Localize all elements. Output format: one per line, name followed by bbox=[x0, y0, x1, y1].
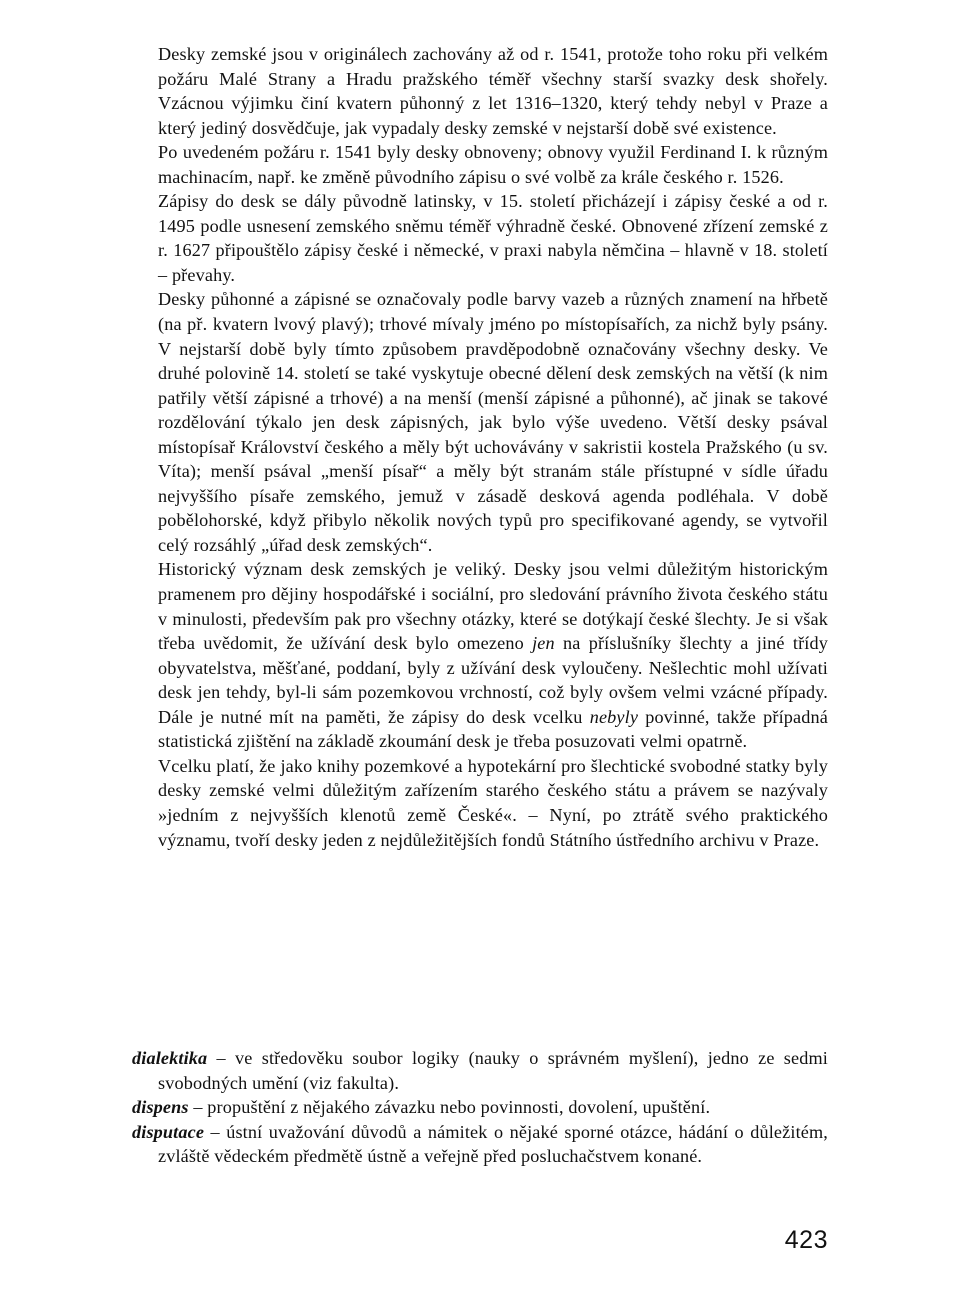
entry-definition: – ústní uvažování důvodů a námitek o nějaké sporné otázce, hádání o důležitém, zvláště vědeckém předmětě ústně a veřejně před posluchačstvem konané. bbox=[158, 1121, 828, 1167]
main-text bbox=[158, 42, 828, 852]
page-number: 423 bbox=[784, 1226, 828, 1254]
emphasis-jen: jen bbox=[532, 633, 555, 654]
paragraph-5-part-3: povinné, takže případná statistická zjištění na základě zkoumání desk je třeba posuzovati velmi opatrně. bbox=[158, 706, 828, 752]
paragraph-5 bbox=[158, 557, 828, 753]
paragraph-3: Zápisy do desk se dály původně latinsky, v 15. století přicházejí i zápisy české a od r. 1495 podle usnesení zemského sněmu téměř výhradně české. Obnovené zřízení zemské z r. 1627 připouštělo zápisy české i německé, v praxi nabyla němčina – hlavně v 18. století – převahy. bbox=[158, 191, 828, 285]
entry-definition: – propuštění z nějakého závazku nebo povinnosti, dovolení, upuštění. bbox=[188, 1097, 711, 1118]
paragraph-5-part-2: na příslušníky šlechty a jiné třídy obyvatelstva, měšťané, poddaní, byly z užívání desk vyloučeny. Nešlechtic mohl užívati desk jen tehdy, byl-li sám pozemkovou vrchností, což byly ovšem velmi vzácné případy. Dále je nutné mít na paměti, že zápisy do desk vcelku bbox=[158, 633, 828, 727]
entry-definition: – ve středověku soubor logiky (nauky o správném myšlení), jedno ze sedmi svobodných umění (viz fakulta). bbox=[158, 1048, 828, 1093]
entry-term: dispens bbox=[132, 1097, 189, 1118]
entry-disputace bbox=[132, 1120, 828, 1169]
emphasis-nebyly: nebyly bbox=[589, 706, 639, 727]
paragraph-6: Vcelku platí, že jako knihy pozemkové a hypotekární pro šlechtické svobodné statky byly desky zemské velmi důležitým zařízením starého českého státu a právem se nazývaly »jedním z nejvyšších klenotů země České«. – Nyní, po ztrátě svého praktického významu, tvoří desky jeden z nejdůležitějších fondů Státního ústředního archivu v Praze. bbox=[158, 755, 828, 850]
entry-dispens bbox=[132, 1095, 828, 1120]
paragraph-5-part-1: Historický význam desk zemských je veliký. Desky jsou velmi důležitým historickým pramenem pro dějiny hospodářské i sociální, pro sledování právního života českého státu v minulosti, především pak pro všechny otázky, které se dotýkají české šlechty. Je si však třeba uvědomit, že užívání desk bylo omezeno bbox=[158, 559, 828, 654]
paragraph-4: Desky půhonné a zápisné se označovaly podle barvy vazeb a různých znamení na hřbetě (na př. kvatern lvový plavý); trhové mívaly jméno po místopísařích, za nichž byly psány. V nejstarší době byly tímto způsobem pravděpodobně označovány všechny desky. Ve druhé polovině 14. století se také vyskytuje obecné dělení desk zemských na větší (k nim patřily větší zápisné a trhové) a na menší (menší zápisné a půhonné), ač jinak se takové rozdělování týkalo jen desk zápisných, jak bylo výše uvedeno. Větší desky psával místopísař Království českého a měly být uchovávány v sakristii kostela Pražského (u sv. Víta); menší psával „menší písař“ a měly být stranám stále přístupné v sídle úřadu nejvyššího písaře zemského, jemuž v zásadě desková agenda podléhala. V době pobělohorské, když přibylo několik nových typů pro specifikované agendy, se vytvořil celý rozsáhlý „úřad desk zemských“. bbox=[158, 289, 828, 555]
entry-dialektika bbox=[132, 1046, 828, 1095]
paragraph-1: Desky zemské jsou v originálech zachovány až od r. 1541, protože toho roku při velkém požáru Malé Strany a Hradu pražského téměř všechny starší svazky desk shořely. Vzácnou výjimku činí kvatern půhonný z let 1316–1320, který tehdy nebyl v Praze a který jediný dosvědčuje, jak vypadaly desky zemské v nejstarší době své existence. bbox=[158, 44, 828, 138]
entry-term: dialektika bbox=[132, 1048, 208, 1068]
glossary-entries bbox=[132, 1046, 828, 1169]
entry-term: disputace bbox=[132, 1121, 205, 1142]
paragraph-2: Po uvedeném požáru r. 1541 byly desky obnoveny; obnovy využil Ferdinand I. k různým machinacím, např. ke změně původního zápisu o své volbě za krále českého r. 1526. bbox=[158, 142, 828, 187]
